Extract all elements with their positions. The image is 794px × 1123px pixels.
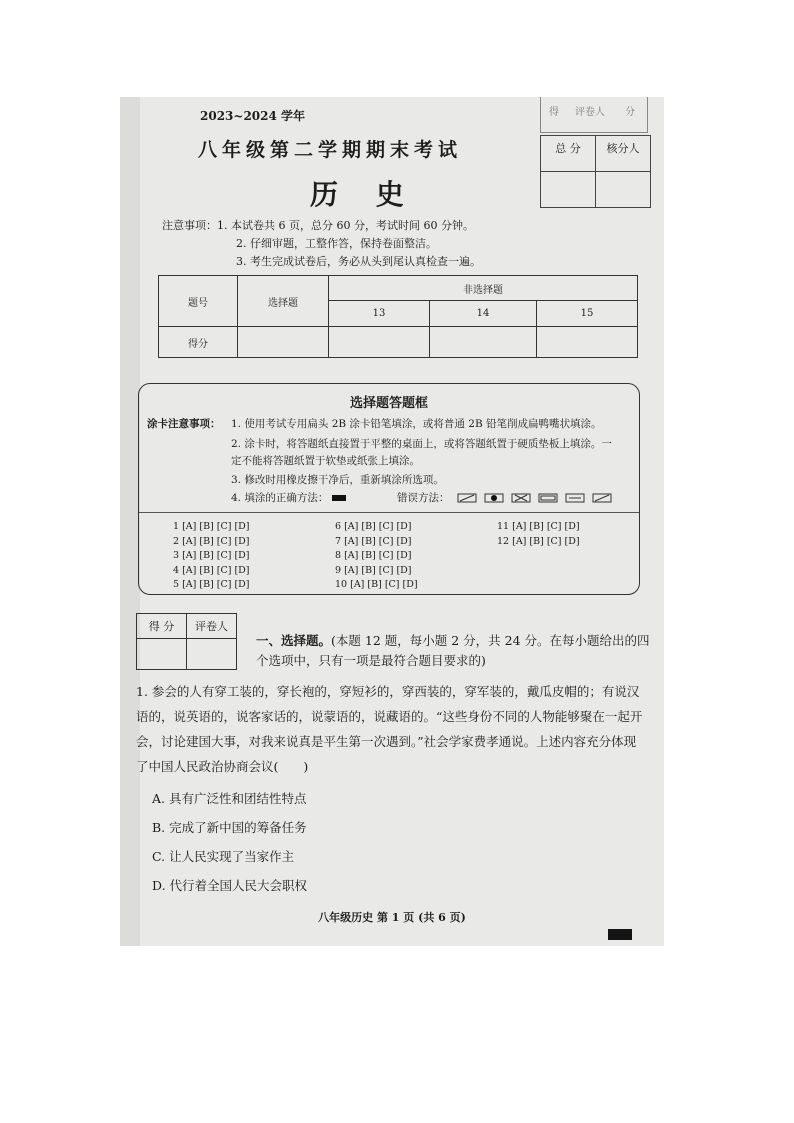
exam-notes [162, 217, 481, 271]
total-score-cell [541, 172, 596, 208]
section-grader-table [136, 613, 237, 670]
scanned-exam-page [120, 97, 664, 946]
score-cell[interactable] [537, 327, 638, 358]
section-grader-label: 评卷人 [187, 614, 237, 639]
option-a: A. 具有广泛性和团结性特点 [152, 791, 307, 806]
q14-label: 14 [430, 301, 537, 327]
divider [139, 512, 639, 513]
question-1 [136, 679, 646, 779]
question-stem: 1. 参会的人有穿工装的，穿长袍的，穿短衫的，穿西装的，穿军装的，戴瓜皮帽的；有说汉语的，说英语的，说客家话的，说蒙语的，说藏语的。“这些身份不同的人物能够聚在一起开会，讨论建国大事，对我来说真是平生第一次遇到。”社会学家费孝通说。上述内容充分体现了中国人民政治协商会议( ) [136, 684, 643, 774]
q15-label: 15 [537, 301, 638, 327]
top-score-stub [540, 97, 648, 133]
option-b: B. 完成了新中国的筹备任务 [152, 820, 307, 835]
section-desc: (本题 12 题，每小题 2 分，共 24 分。在每小题给出的四个选项中，只有一项是最符合题目要求的) [256, 633, 650, 668]
score-row-label: 得分 [159, 327, 238, 358]
stub-score-label-2: 分 [625, 107, 635, 118]
alignment-mark [608, 929, 632, 940]
answer-card-box [138, 383, 640, 595]
bubble-column-2[interactable]: 6 [A] [B] [C] [D] 7 [A] [B] [C] [D] 8 [A] [B] [C] [D] 9 [A] [B] [C] [D] 10 [A] [B] [C] [D] [335, 521, 418, 590]
section-title: 一、选择题。 [256, 633, 332, 648]
stub-score-label: 得 [549, 107, 559, 118]
q13-label: 13 [329, 301, 430, 327]
option-c: C. 让人民实现了当家作主 [152, 849, 295, 864]
answer-box-title: 选择题答题框 [349, 396, 428, 411]
score-cell[interactable] [238, 327, 329, 358]
section-heading [256, 631, 656, 671]
wrong-marks-icon [457, 493, 613, 503]
total-score-box [540, 135, 651, 208]
score-cell[interactable] [430, 327, 537, 358]
section-grader-cell[interactable] [187, 639, 237, 670]
col-label: 题号 [159, 276, 238, 327]
page-footer: 八年级历史 第 1 页 (共 6 页) [318, 911, 466, 924]
filled-mark-icon [332, 495, 346, 501]
answer-rule: 2. 涂卡时，将答题纸直接置于平整的桌面上，或将答题纸置于硬质垫板上填涂。一 [231, 438, 612, 450]
bubble-column-3[interactable]: 11 [A] [B] [C] [D] 12 [A] [B] [C] [D] [497, 521, 580, 547]
section-score-label: 得 分 [137, 614, 187, 639]
score-table [158, 275, 638, 358]
correct-method-label: 4. 填涂的正确方法： [231, 492, 329, 504]
answer-rule: 3. 修改时用橡皮擦干净后，重新填涂所选项。 [231, 474, 444, 486]
answer-rule: 1. 使用考试专用扁头 2B 涂卡铅笔填涂，或将普通 2B 铅笔削成扁鸭嘴状填涂。 [231, 418, 602, 430]
school-year: 2023~2024 学年 [200, 109, 306, 123]
non-choice-label: 非选择题 [329, 276, 638, 301]
wrong-method-label: 错误方法： [397, 492, 450, 504]
score-cell[interactable] [329, 327, 430, 358]
total-score-label: 总 分 [541, 136, 596, 172]
checker-label: 核分人 [596, 136, 651, 172]
subject-title: 历 史 [310, 178, 418, 211]
note-item: 1. 本试卷共 6 页，总分 60 分，考试时间 60 分钟。 [217, 219, 474, 232]
section-score-cell[interactable] [137, 639, 187, 670]
answer-rules-label: 涂卡注意事项： [147, 418, 221, 430]
exam-title: 八年级第二学期期末考试 [198, 139, 463, 161]
stub-grader-label: 评卷人 [575, 107, 605, 118]
choice-label: 选择题 [238, 276, 329, 327]
correct-method [231, 490, 346, 507]
option-d: D. 代行着全国人民大会职权 [152, 878, 308, 893]
answer-rule: 定不能将答题纸置于软垫或纸张上填涂。 [231, 455, 420, 467]
wrong-method [397, 490, 613, 507]
binding-margin [120, 97, 140, 946]
note-item: 3. 考生完成试卷后，务必从头到尾认真检查一遍。 [236, 255, 481, 268]
notes-label: 注意事项： [162, 219, 217, 232]
bubble-column-1[interactable]: 1 [A] [B] [C] [D] 2 [A] [B] [C] [D] 3 [A] [B] [C] [D] 4 [A] [B] [C] [D] 5 [A] [B] [C] [D] [173, 521, 250, 590]
note-item: 2. 仔细审题，工整作答，保持卷面整洁。 [236, 237, 437, 250]
checker-cell [596, 172, 651, 208]
